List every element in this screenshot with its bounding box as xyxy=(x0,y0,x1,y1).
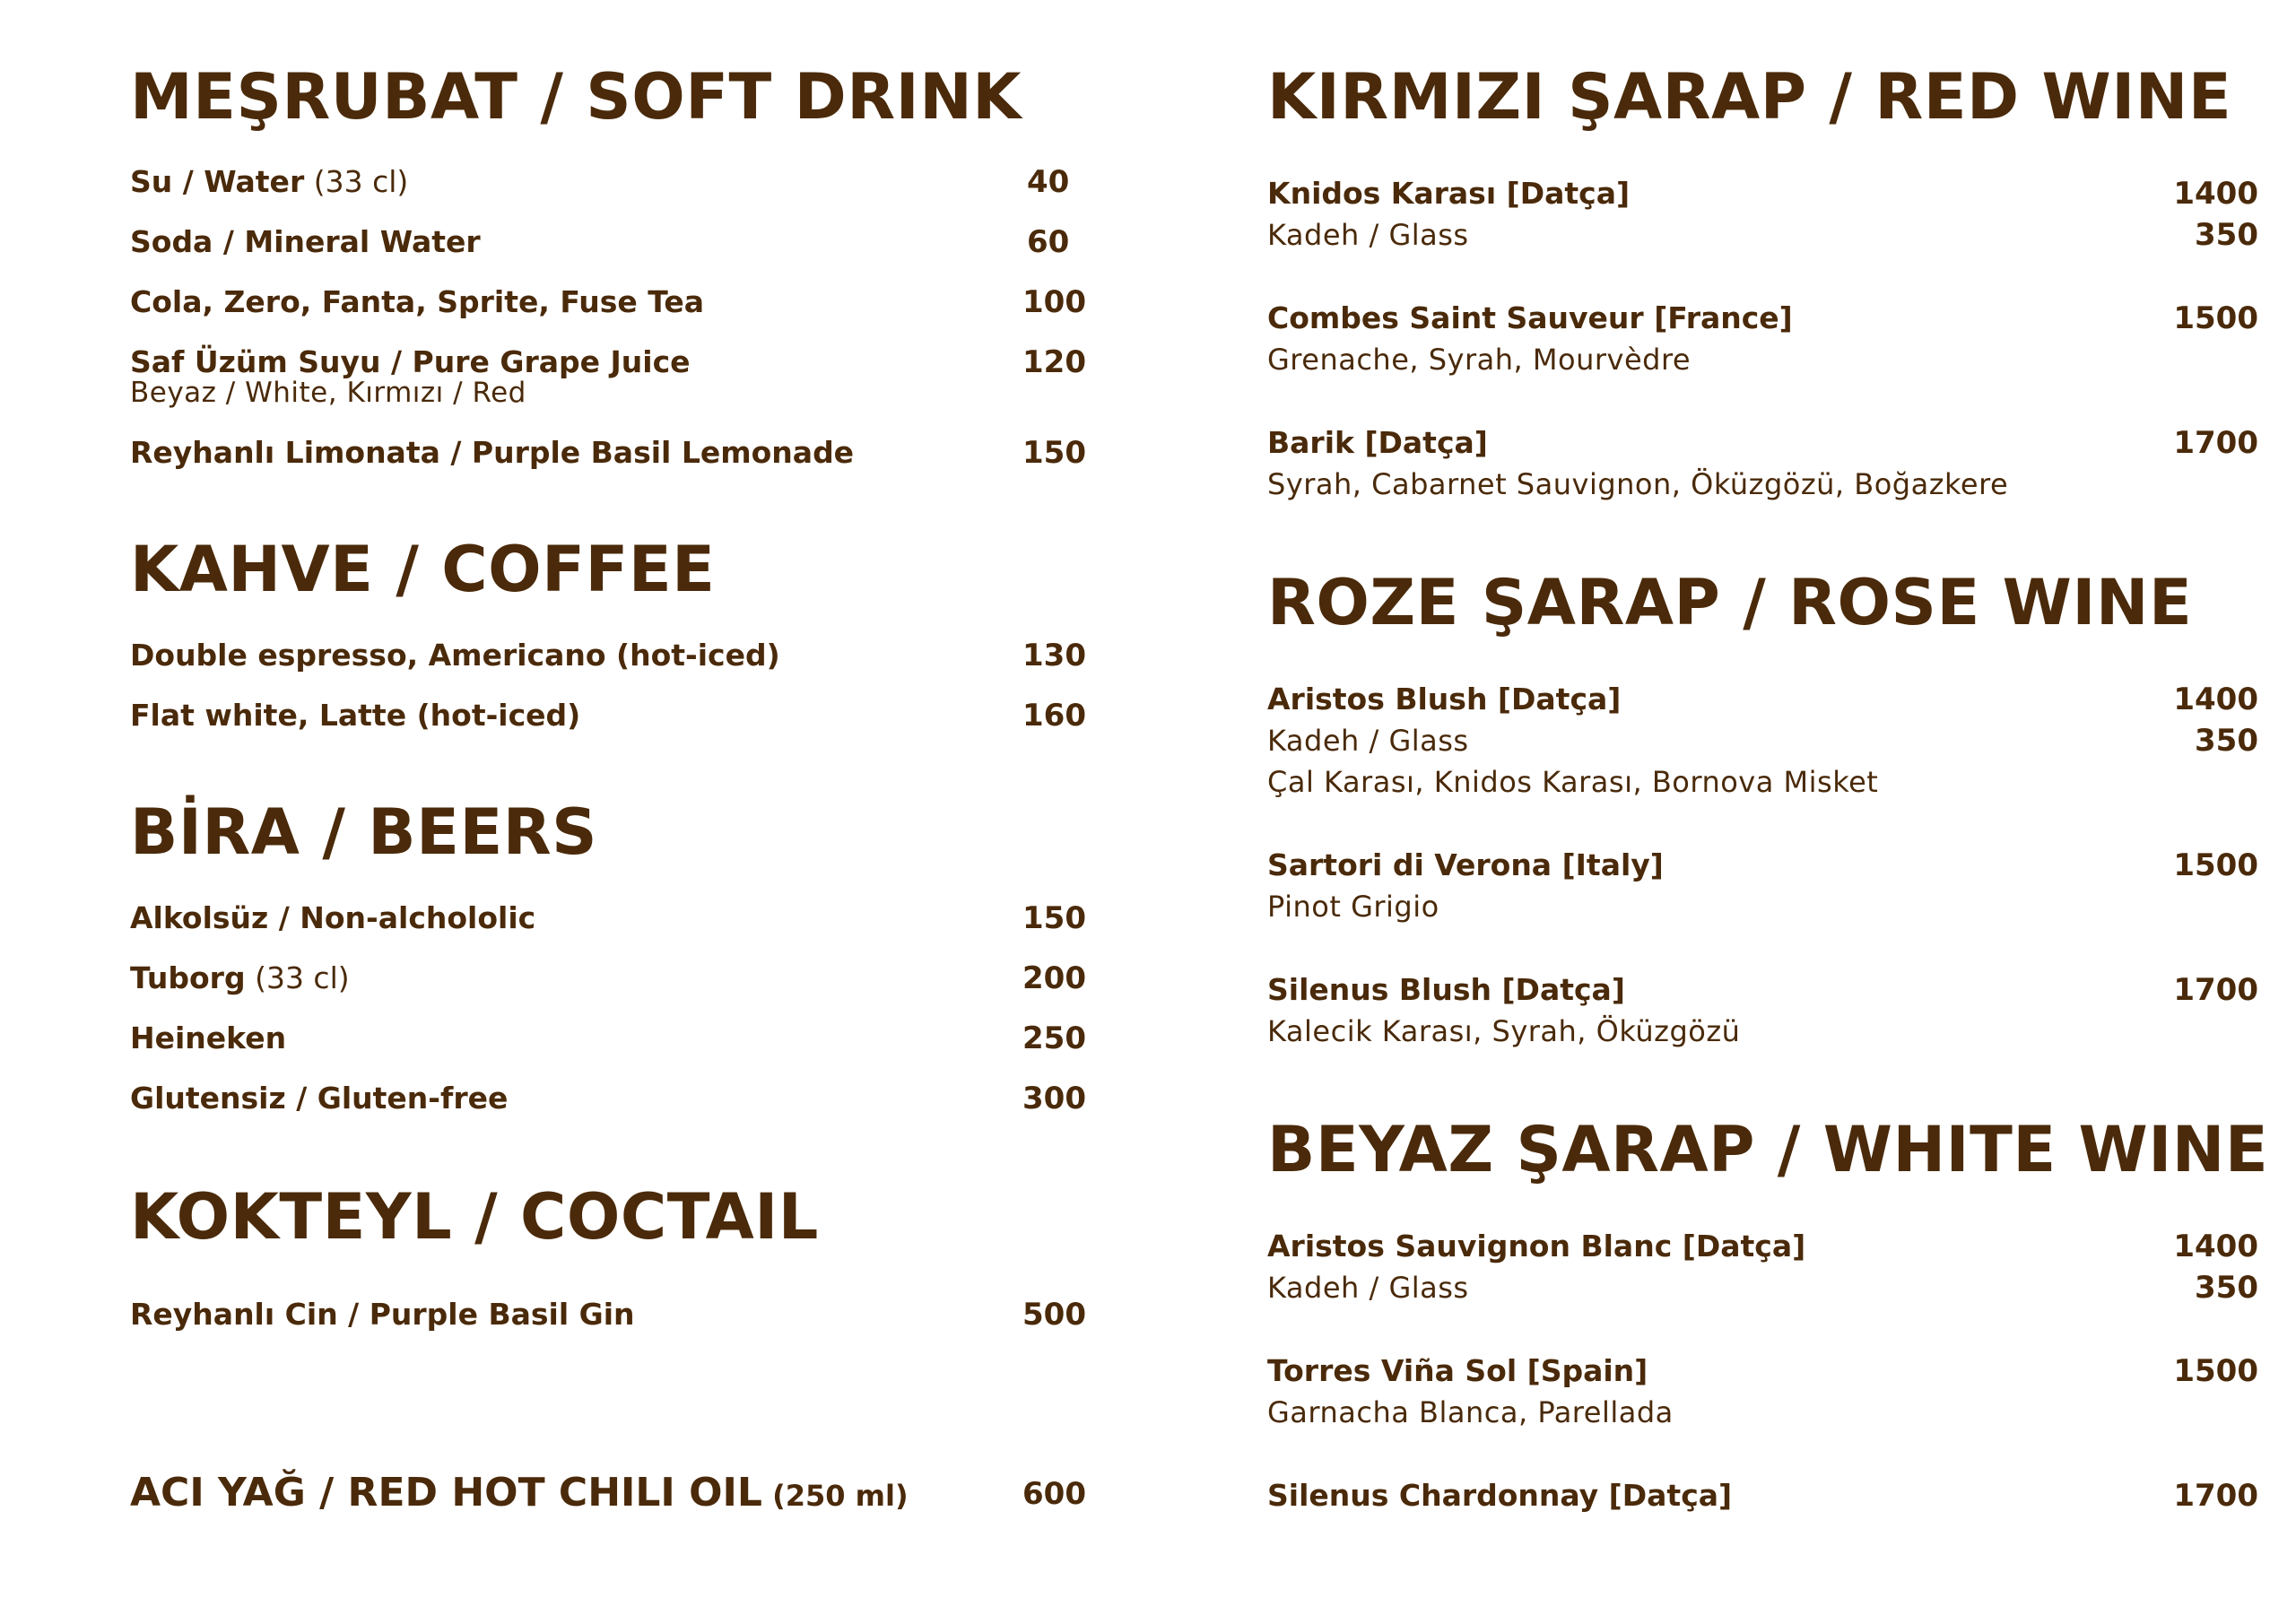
item-price: 1700 xyxy=(2173,1478,2258,1514)
coffee-heading: KAHVE / COFFEE xyxy=(130,533,716,606)
glass-price: 350 xyxy=(2195,723,2258,759)
chili-oil-volume: (250 ml) xyxy=(761,1479,909,1513)
item-name: Barik [Datça] xyxy=(1267,425,1488,460)
item-description: Garnacha Blanca, Parellada xyxy=(1267,1395,1674,1429)
chili-oil-name xyxy=(130,1471,909,1518)
item-name: Knidos Karası [Datça] xyxy=(1267,176,1631,211)
item-description: Kadeh / Glass xyxy=(1267,1271,1469,1305)
item-price: 200 xyxy=(1022,960,1086,996)
item-price: 100 xyxy=(1022,284,1086,320)
item-volume: (33 cl) xyxy=(245,960,350,995)
item-price: 120 xyxy=(1022,344,1086,380)
item-price: 1700 xyxy=(2173,425,2258,461)
item-name: Reyhanlı Limonata / Purple Basil Lemonade xyxy=(130,435,855,470)
chili-oil-label: ACI YAĞ / RED HOT CHILI OIL xyxy=(130,1470,762,1515)
item-name: Torres Viña Sol [Spain] xyxy=(1267,1353,1648,1388)
item-description: Kadeh / Glass xyxy=(1267,218,1469,252)
item-price: 1400 xyxy=(2173,1229,2258,1264)
item-name xyxy=(130,164,408,200)
item-name: Silenus Chardonnay [Datça] xyxy=(1267,1478,1733,1513)
item-description: Kadeh / Glass xyxy=(1267,724,1469,758)
rose-wine-heading: ROZE ŞARAP / ROSE WINE xyxy=(1267,566,2193,639)
item-name-text: Tuborg xyxy=(130,960,246,995)
item-description: Beyaz / White, Kırmızı / Red xyxy=(130,377,526,409)
item-description: Syrah, Cabarnet Sauvignon, Öküzgözü, Boğazkere xyxy=(1267,467,2009,501)
item-name: Reyhanlı Cin / Purple Basil Gin xyxy=(130,1297,635,1332)
item-name: Glutensiz / Gluten-free xyxy=(130,1081,509,1116)
item-price: 1700 xyxy=(2173,972,2258,1008)
item-price: 300 xyxy=(1022,1081,1086,1116)
item-price: 160 xyxy=(1022,698,1086,734)
item-description: Pinot Grigio xyxy=(1267,890,1439,924)
item-name: Aristos Blush [Datça] xyxy=(1267,682,1622,716)
item-volume: (33 cl) xyxy=(304,164,409,199)
item-price: 500 xyxy=(1022,1297,1086,1333)
item-description: Kalecik Karası, Syrah, Öküzgözü xyxy=(1267,1014,1741,1048)
item-name-text: Su / Water xyxy=(130,164,305,199)
item-price: 1400 xyxy=(2173,176,2258,212)
item-name: Saf Üzüm Suyu / Pure Grape Juice xyxy=(130,344,691,379)
item-grapes: Çal Karası, Knidos Karası, Bornova Misket xyxy=(1267,765,1879,799)
beers-heading: BİRA / BEERS xyxy=(130,795,598,869)
item-name: Silenus Blush [Datça] xyxy=(1267,972,1625,1007)
white-wine-heading: BEYAZ ŞARAP / WHITE WINE xyxy=(1267,1113,2269,1186)
glass-price: 350 xyxy=(2195,217,2258,253)
item-price: 1500 xyxy=(2173,847,2258,883)
item-price: 150 xyxy=(1022,435,1086,471)
item-name xyxy=(130,960,350,996)
item-price: 1500 xyxy=(2173,1353,2258,1389)
item-name: Cola, Zero, Fanta, Sprite, Fuse Tea xyxy=(130,284,705,319)
item-name: Soda / Mineral Water xyxy=(130,224,481,259)
item-name: Heineken xyxy=(130,1020,287,1055)
cocktail-heading: KOKTEYL / COCTAIL xyxy=(130,1180,819,1254)
item-name: Sartori di Verona [Italy] xyxy=(1267,847,1664,882)
item-price: 150 xyxy=(1022,900,1086,936)
item-name: Flat white, Latte (hot-iced) xyxy=(130,698,581,733)
item-price: 130 xyxy=(1022,638,1086,673)
item-price: 250 xyxy=(1022,1020,1086,1056)
item-name: Combes Saint Sauveur [France] xyxy=(1267,300,1793,335)
glass-price: 350 xyxy=(2195,1270,2258,1306)
item-price: 60 xyxy=(1027,224,1070,260)
item-price: 1500 xyxy=(2173,300,2258,336)
item-name: Double espresso, Americano (hot-iced) xyxy=(130,638,780,673)
item-price: 600 xyxy=(1022,1476,1086,1512)
soft-drink-heading: MEŞRUBAT / SOFT DRINK xyxy=(130,60,1022,134)
item-price: 40 xyxy=(1027,164,1070,200)
item-price: 1400 xyxy=(2173,682,2258,717)
red-wine-heading: KIRMIZI ŞARAP / RED WINE xyxy=(1267,60,2232,134)
item-name: Aristos Sauvignon Blanc [Datça] xyxy=(1267,1229,1806,1264)
item-description: Grenache, Syrah, Mourvèdre xyxy=(1267,343,1692,377)
item-name: Alkolsüz / Non-alchololic xyxy=(130,900,536,935)
